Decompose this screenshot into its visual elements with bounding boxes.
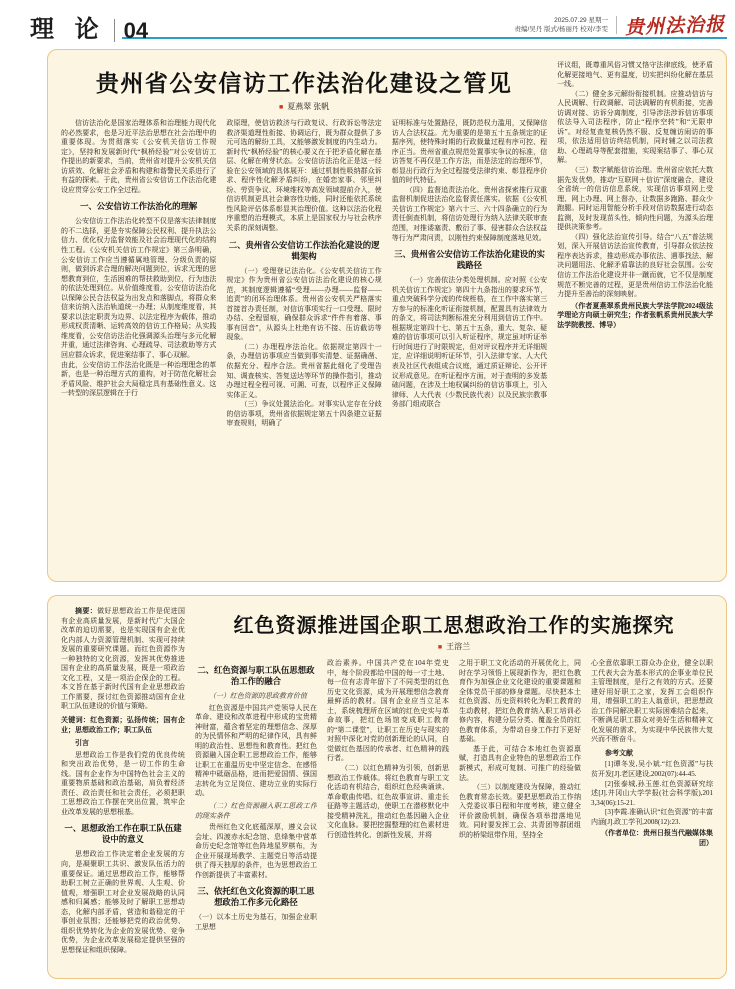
paragraph: 红色资源是中国共产党领导人民在革命、建设和改革进程中形成的宝贵精神财富，蕴含着坚定的理想信念、深厚的为民情怀和严明的纪律作风，具有鲜明的政治性、思想性和教育性。把红色资源融入国企职工思想政治工作，能够让职工在重温历史中坚定信念、在感悟精神中砥砺品格，进而把爱国情、强国志转化为立足岗位、建功立业的实际行动。 [194,703,317,798]
paragraph: 政原理，使信访救济与行政复议、行政诉讼等法定救济渠道理性衔接、协调运行，既为群众提供了多元可选的解纷工具，又能够激发制度的内生动力。新时代“枫桥经验”的核心要义在于把矛盾化解在基层、化解在萌芽状态。公安信访法治化正是这一经验在公安领域的具体展开：通过机制性吸纳群众诉求、程序性化解矛盾纠纷，在婚恋家事、邻里纠纷、劳资争议、环境维权等高发领域提前介入，使信访机制更具社会兼容性功能，同时还能依托系统性风险评估体系彰显其治理价值。这种以法治化程序重塑的治理模式，本质上是国家权力与社会秩序关系的深刻调整。 [226,119,382,233]
reference-entry: [2]张泰城,孙玉莲.红色资源研究综述[J].井冈山大学学报(社会科学版),2013,34(06):15-21. [590,779,713,807]
paragraph: （二）办理程序法治化。依据规定第四十一条，办理信访事项应当做到事实清楚、证据确凿、依据充分、程序合法。贵州省据此细化了受理告知、调查核实、答复送达等环节的操作指引，推动办理过程全程可视、可溯、可查，以程序正义保障实体正义。 [226,342,382,399]
reference-entry: [1]谭冬发,吴小斌.“红色资源”与扶贫开发[J].老区建设,2002(07):44-45. [590,760,713,779]
article-1-layout [61,61,713,567]
issue-info [514,16,617,34]
article-2-main [195,607,713,965]
paragraph: （四）监督追责法治化。贵州省探索推行双重监督机制促进法治化监督责任落实。依据《公安机关信访工作规定》第六十三、六十四条确立的行为责任倒查机制，将信访处理行为纳入法律关联审查范围，对推诿塞责、敷衍了事、侵害群众合法权益等行为严肃问责，以刚性约束保障制度落地见效。 [391,185,548,242]
section-heading: 一、公安信访工作法治化的理解 [80,201,198,212]
paragraph: 之用于职工文化活动的开展优化上，同时在学习领悟上展现新作为，把红色教育作为加强企业文化建设的重要课题和全体党员干部的修身课题。尽快把本土红色资源、历史资料转化为职工教育的生动教材，把红色教育纳入职工培训必修内容，构建分层分类、覆盖全员的红色教育体系，为带动自身工作打下更好基础。 [458,659,581,744]
minor-heading: 参考文献 [604,749,633,757]
paragraph: （三）争议处置法治化。对事实认定存在分歧的信访事项，贵州省依据规定第五十四条建立证据审查规则，明确了 [226,400,382,428]
text-column [591,659,713,961]
paragraph: （二）以红色精神为引领，创新思想政治工作载体。将红色教育与职工文化活动有机结合，组织红色经典诵读、革命歌曲传唱、红色故事宣讲、重走长征路等主题活动，使职工在潜移默化中接受精神洗礼，推动红色基因融入企业文化血脉。要把挖掘整理的红色素材进行创造性转化、创新性发展，并将 [326,764,449,839]
section-heading: 一、思想政治工作在职工队伍建设中的意义 [64,823,182,845]
article-2-title: 红色资源推进国企职工思想政治工作的实施探究 [233,615,675,637]
article-1-authors: 夏燕翠 张帆 [287,102,330,111]
sub-heading: （二）红色资源融入职工思政工作的现实条件 [194,802,317,820]
paragraph: 基于此，可结合本地红色资源禀赋，打造具有企业特色的思想政治工作新模式，形成可复制、可推广的经验做法。 [458,744,581,782]
abstract: 摘要：做好思想政治工作是促进国有企业高质量发展，是新时代广大国企改革的迫切需要，也是实现国有企业优化内部人力资源管理机制、实现可持续发展的重要研究课题。而红色资源作为一种独特的文化资源，发挥其优势推进国有企业的高质量发展，既是一项政治文化工程，又是一项治企保企的工程。本文旨在基于新时代国有企业思想政治工作需要，探讨红色资源推动国有企业职工队伍建设的价值与策略。 [61,607,185,711]
section-heading: 二、红色资源与职工队伍思想政治工作的融合 [197,665,315,686]
text-column [459,659,581,961]
paragraph: 评议组，既尊重风俗习惯又恪守法律底线，使矛盾化解更接地气、更有温度，切实把纠纷化解在基层一线。 [557,61,713,89]
text-column [61,119,216,567]
paragraph: 证明标准与处置路径，既防范权力滥用，又保障信访人合法权益。尤为重要的是第五十五条规定的证据序列，使特殊时期的行政裁量过程有序可控、程序正当。贵州省重点规范处置事实争议的标准，信访答复不再仅是工作方法，而是法定的治理环节，彰显出行政行为全过程接受法律约束、彰显程序价值的时代特征。 [391,119,548,185]
paragraph: （一）受理登记法治化。《公安机关信访工作规定》作为贵州省公安信访法治化建设的核心规范，其制度逻辑遵循“受理——办理——监督——追责”的闭环治理体系。贵州省公安机关严格落实首接首办责任制，对信访事项实行一口受理、限时办结、全程留痕，确保群众诉求“件件有着落、事事有回音”，从源头上杜绝有访不接、压访截访等现象。 [226,266,382,342]
section-heading: 三、依托红色文化资源的职工思想政治工作多元化路径 [197,886,315,908]
paragraph: （四）强化法治宣传引导。结合“八五”普法规划，深入开展信访法治宣传教育，引导群众依法按程序表达诉求，推动形成办事依法、遇事找法、解决问题用法、化解矛盾靠法的良好社会氛围。公安信访工作法治化建设并非一蹴而就，它不仅是制度规范不断完善的过程，更是贵州信访工作法治化能力提升至善治的深刻映射。 [557,232,713,299]
text-column [327,659,449,961]
article-2-abstract-column [61,607,185,965]
byline-marker-icon: ■ [437,643,443,651]
staff-credits: 责编/吴丹 版式/杨丽丹 校对/李雯 [514,25,608,33]
paragraph: （二）健全多元解纷衔接机制。应推动信访与人民调解、行政调解、司法调解的有机衔接，完善访调对接、访诉分离制度，引导涉法涉诉信访事项依法导入司法程序，防止“程序空转”和“无限申诉”。对经复查复核仍然不服、反复缠访闹访的事项，依法适用信访终结机制，同时辅之以司法救助、心理疏导等配套措施，实现案结事了、事心双解。 [557,89,713,165]
article-1-byline [61,101,547,112]
paragraph: 思想政治工作决定着企业发展的方向，是凝聚职工共识、激发队伍活力的重要保证。通过思想政治工作，能够帮助职工树立正确的世界观、人生观、价值观，增强职工对企业发展战略的认同感和归属感；能够及时了解职工思想动态，化解内部矛盾，营造和谐稳定的干事创业氛围；还能够把党的政治优势、组织优势转化为企业的发展优势、竞争优势，为企业改革发展稳定提供坚强的思想保证和组织保障。 [61,850,185,954]
masthead-block [514,11,725,42]
paragraph: 贵州红色文化底蕴深厚，遵义会议会址、四渡赤水纪念馆、息烽集中营革命历史纪念馆等红色阵地星罗棋布，为企业开展现场教学、主题党日等活动提供了得天独厚的条件，也为思想政治工作创新提供了丰富素材。 [194,823,317,879]
article-2-authors: 王溶兰 [446,642,471,651]
page-header [30,4,727,42]
article-1-title: 贵州省公安信访工作法治化建设之管见 [95,71,513,96]
article-1-box [47,49,727,582]
paragraph: 政治素养。中国共产党在104年党史中，每个阶段都给中国的每一寸土地、每一位有志青年留下了不同类型的红色历史文化资源，成为开展理想信念教育最鲜活的教材。国有企业应当立足本土，系统梳理所在区域的红色史实与革命故事，把红色场馆变成职工教育的“第二课堂”，让职工在历史与现实的对照中深化对党的创新理论的认同，自觉做红色基因的传承者、红色精神的践行者。 [326,659,449,763]
article-2-columns [195,659,713,961]
sub-heading: （一）红色资源的思政教育价值 [208,692,307,700]
article-2-box [47,595,727,979]
article-1-main [61,61,547,567]
reference-entry: [3]李霞.准确认识“红色资源”的丰富内涵[J].政工学刊,2008(12):23. [590,808,713,826]
author-note: （作者夏燕翠系贵州民族大学法学院2024级法学理论方向硕士研究生；作者张帆系贵州民族大学法学院教授、博导） [557,301,713,329]
issue-date: 2025.07.29 星期一 [554,16,608,24]
section-title: 理 论 [30,16,106,43]
author-note: （作者单位：贵州日报当代融媒体集团） [601,829,713,847]
text-column [226,119,381,567]
article-1-columns [61,119,547,567]
article-1-side-column [557,61,713,567]
text-column [195,659,317,961]
masthead-logo: 贵州法治报 [624,13,726,39]
paragraph: （三）以制度建设为保障，推动红色教育常态长效。要把思想政治工作纳入党委议事日程和年度考核，建立健全评价激励机制，确保各项举措落地见效。同时要发挥工会、共青团等群团组织的桥梁纽带作用，坚持全 [458,783,581,839]
section-block [30,18,148,42]
keywords: 关键词：红色资源；弘扬传统；国有企业；思想政治工作；职工队伍 [61,716,185,734]
paragraph: （一）以本土历史为基石，加强企业职工思想 [194,913,317,931]
article-2-layout [61,607,713,965]
paragraph: （一）完善依法分类处理机制。应对照《公安机关信访工作规定》第四十九条指出的要求环节，重点突破科学分流的传统桎梏，在工作中落实第三方参与的标准化听证衔接机制，配置具有法律效力的条文，将司法判断标准充分利用到信访工作中。根据规定第四十七、第五十五条，重大、复杂、疑难的信访事项可以引入听证程序，规定虽对听证举行时间进行了时限规定，但对评议程序并无详细规定，应详细说明听证环节，引入法律专家、人大代表及社区代表组成合议庭，通过质证辩论、公开评议形成意见。在听证程序方面，对于查明的多发基础问题，在涉及土地权属纠纷的信访事项上，引入律师、人大代表（少数民族代表）以及民族宗教事务部门组成联合 [391,276,548,409]
minor-heading: 引言 [75,740,89,748]
paragraph: 思想政治工作是我们党的优良传统和突出政治优势，是一切工作的生命线。国有企业作为中国特色社会主义的重要物质基础和政治基础，肩负着经济责任、政治责任和社会责任，必须把职工思想政治工作摆在突出位置，筑牢企业改革发展的思想根基。 [61,750,185,816]
paragraph: 由此，公安信访工作法治化既是一种治理理念的革新，也是一种治理方式的重构，对于防范化解社会矛盾风险、维护社会大局稳定具有基础性意义。这一转型的深层逻辑在于行 [61,360,217,398]
paragraph: （三）数字赋能信访治理。贵州省应依托大数据先发优势，推动“互联网＋信访”深度融合，建设全省统一的信访信息系统，实现信访事项网上受理、网上办理、网上督办，让数据多跑路、群众少跑腿。同时运用智能分析手段对信访数据进行动态监测，及时发现苗头性、倾向性问题，为源头治理提供决策参考。 [557,166,713,232]
paragraph: 信访法治化是国家治理体系和治理能力现代化的必然要求，也是习近平法治思想在社会治理中的重要体现。为贯彻落实《公安机关信访工作规定》，坚持和发展新时代“枫桥经验”对公安信访工作提出的新要求，当前，贵州省对提升公安机关信访质效、化解社会矛盾和构建和谐警民关系进行了有益的探索。于此，贵州省公安信访工作法治化建设应贯穿公安工作全过程。 [61,119,217,194]
article-2-byline [195,641,713,652]
section-heading: 三、贵州省公安信访工作法治化建设的实践路径 [394,249,545,271]
paragraph: 心全意依靠职工群众办企业，健全以职工代表大会为基本形式的企事业单位民主管理制度，是行之有效的方式。还要建好用好职工之家，发挥工会组织作用，增强职工的主人翁意识，把思想政治工作同解决职工实际困难结合起来，不断满足职工群众对美好生活和精神文化发展的需求，为实现中华民族伟大复兴而不断奋斗。 [590,659,713,744]
text-column [557,61,713,567]
section-heading: 二、贵州省公安信访工作法治化建设的逻辑架构 [228,239,380,261]
page-number: 04 [114,19,148,42]
text-column [392,119,547,567]
byline-marker-icon: ■ [278,103,284,111]
text-column [61,607,185,965]
paragraph: 公安信访工作法治化转型不仅是落实法律制度的不二选择，更是夯实保障公民权利、提升执法公信力、优化权力监督效能及社会治理现代化的结构性工程。《公安机关信访工作规定》第三条明确，公安信访工作应当遵循属地管理、分级负责的原则，做到诉求合理的解决问题到位，诉求无理的思想教育到位，生活困难的帮扶救助到位，行为违法的依法处理到位。从价值维度看，公安信访法治化以保障公民合法权益为出发点和落脚点，将群众来信来访纳入法治轨道统一办理；从制度维度看，其要求以法定职责为边界、以法定程序为载体，推动形成权责清晰、运转高效的信访工作格局；从实践维度看，公安信访法治化强调源头治理与多元化解并重，通过法律咨询、心理疏导、司法救助等方式回应群众诉求，促进案结事了、事心双解。 [61,217,217,360]
